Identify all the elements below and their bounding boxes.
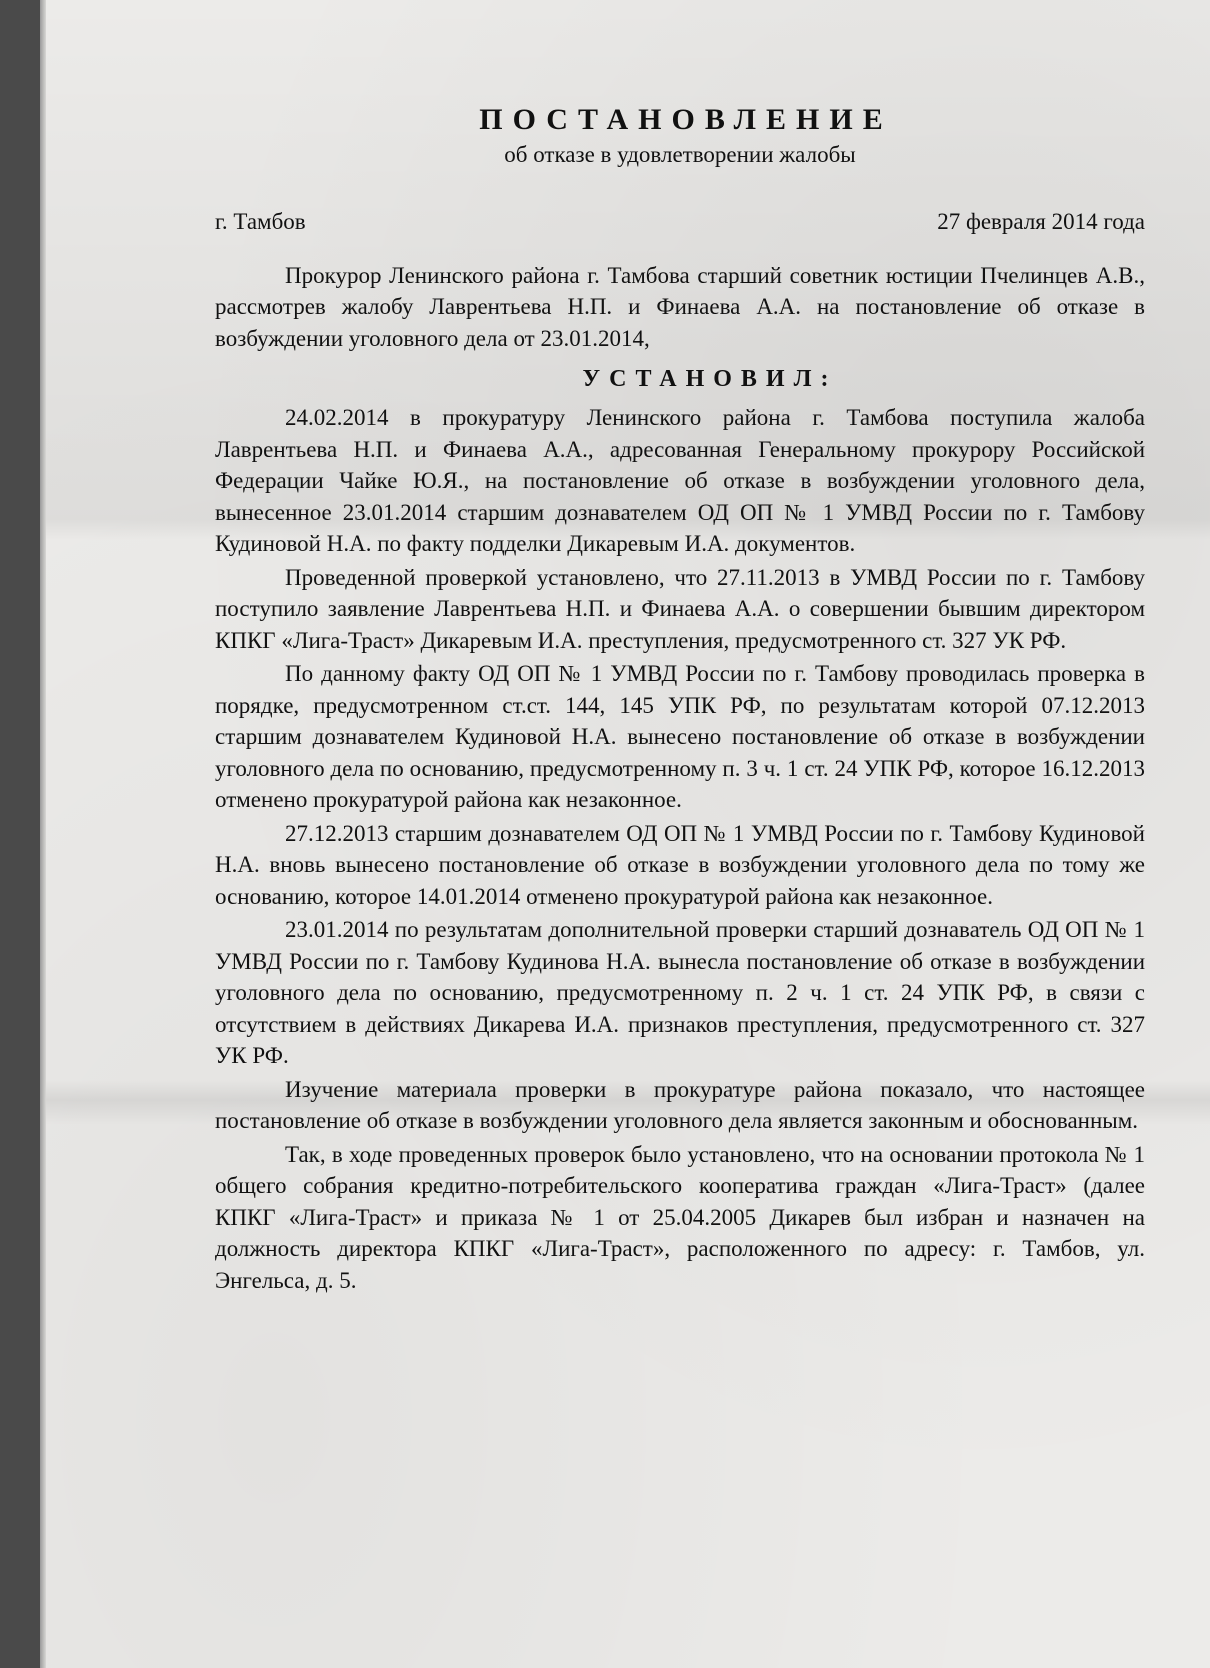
section-heading: УСТАНОВИЛ: <box>582 366 838 392</box>
document-body <box>215 100 1145 1296</box>
body-paragraph-3: По данному факту ОД ОП № 1 УМВД России по г. Тамбову проводилась проверка в порядке, предусмотренном ст.ст. 144, 145 УПК РФ, по результатам которой 07.12.2013 старшим дознавателем Кудиновой Н.А. вынесено постановление об отказе в возбуждении уголовного дела по основанию, предусмотренному п. 3 ч. 1 ст. 24 УПК РФ, которое 16.12.2013 отменено прокуратурой района как незаконное. <box>215 661 1145 812</box>
intro-paragraph: Прокурор Ленинского района г. Тамбова старший советник юстиции Пчелинцев А.В., рассмотрев жалобу Лаврентьева Н.П. и Финаева А.А. на постановление об отказе в возбуждении уголовного дела от 23.01.2014, <box>215 262 1145 351</box>
body-paragraph-1: 24.02.2014 в прокуратуру Ленинского района г. Тамбова поступила жалоба Лаврентьева Н.П. и Финаева А.А., адресованная Генеральному прокурору Российской Федерации Чайке Ю.Я., на постановление об отказе в возбуждении уголовного дела, вынесенное 23.01.2014 старшим дознавателем ОД ОП № 1 УМВД России по г. Тамбову Кудиновой Н.А. по факту подделки Дикаревым И.А. документов. <box>215 405 1145 556</box>
document-place: г. Тамбов <box>215 209 306 234</box>
body-paragraph-2: Проведенной проверкой установлено, что 27.11.2013 в УМВД России по г. Тамбову поступило заявление Лаврентьева Н.П. и Финаева А.А. о совершении бывшим директором КПКГ «Лига-Траст» Дикаревым И.А. преступления, предусмотренного ст. 327 УК РФ. <box>215 564 1145 653</box>
place-date-line <box>215 206 1145 238</box>
document-subtitle: об отказе в удовлетворении жалобы <box>504 142 856 167</box>
body-paragraph-4: 27.12.2013 старшим дознавателем ОД ОП № 1 УМВД России по г. Тамбову Кудиновой Н.А. вновь вынесено постановление об отказе в возбуждении уголовного дела по тому же основанию, которое 14.01.2014 отменено прокуратурой района как незаконное. <box>215 820 1145 909</box>
document-date: 27 февраля 2014 года <box>937 209 1145 234</box>
page-edge-shadow <box>40 0 46 1668</box>
body-paragraph-7: Так, в ходе проведенных проверок было установлено, что на основании протокола № 1 общего собрания кредитно-потребительского кооператива граждан «Лига-Траст» (далее КПКГ «Лига-Траст» и приказа № 1 от 25.04.2005 Дикарев был избран и назначен на должность директора КПКГ «Лига-Траст», расположенного по адресу: г. Тамбов, ул. Энгельса, д. 5. <box>215 1141 1145 1293</box>
document-title: ПОСТАНОВЛЕНИЕ <box>479 103 893 136</box>
body-paragraph-5: 23.01.2014 по результатам дополнительной проверки старший дознаватель ОД ОП № 1 УМВД России по г. Тамбову Кудинова Н.А. вынесла постановление об отказе в возбуждении уголовного дела по основанию, предусмотренному п. 2 ч. 1 ст. 24 УПК РФ, в связи с отсутствием в действиях Дикарева И.А. признаков преступления, предусмотренного ст. 327 УК РФ. <box>215 917 1145 1068</box>
body-paragraph-6: Изучение материала проверки в прокуратуре района показало, что настоящее постановление об отказе в возбуждении уголовного дела является законным и обоснованным. <box>215 1076 1145 1133</box>
